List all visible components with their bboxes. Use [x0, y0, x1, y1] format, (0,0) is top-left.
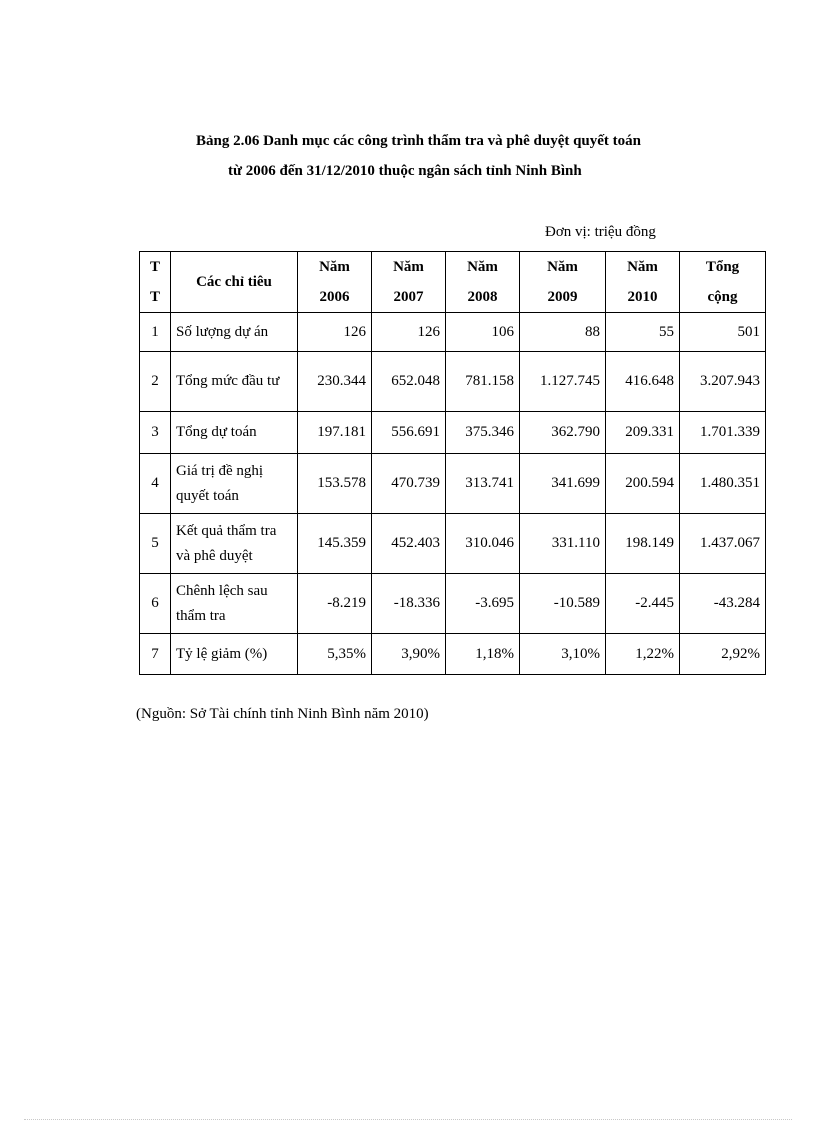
row-index: 6	[140, 574, 171, 634]
table-title-line-2: từ 2006 đến 31/12/2010 thuộc ngân sách tỉnh Ninh Bình	[228, 163, 582, 179]
row-label: Kết quả thẩm tra và phê duyệt	[171, 514, 298, 574]
cell-2006: 5,35%	[298, 634, 372, 675]
row-label: Tổng dự toán	[171, 412, 298, 454]
cell-total: 2,92%	[680, 634, 766, 675]
header-2010-line1: Năm	[627, 259, 658, 275]
header-tt-top: T	[149, 259, 160, 275]
header-2007-line2: 2007	[393, 289, 424, 305]
cell-total: 1.437.067	[680, 514, 766, 574]
unit-note: Đơn vị: triệu đồng	[545, 224, 656, 240]
cell-total: 3.207.943	[680, 352, 766, 412]
row-label: Tỷ lệ giảm (%)	[171, 634, 298, 675]
header-2006-line2: 2006	[319, 289, 350, 305]
page-bottom-divider	[24, 1119, 792, 1120]
header-2007-line1: Năm	[393, 259, 424, 275]
cell-2007: 3,90%	[372, 634, 446, 675]
header-2008	[446, 252, 520, 313]
header-2009	[520, 252, 606, 313]
row-index: 3	[140, 412, 171, 454]
cell-2008: -3.695	[446, 574, 520, 634]
cell-2008: 106	[446, 313, 520, 352]
table-row	[140, 412, 766, 454]
cell-2006: 153.578	[298, 454, 372, 514]
row-index: 7	[140, 634, 171, 675]
header-total-line2: cộng	[707, 289, 738, 305]
cell-2006: 126	[298, 313, 372, 352]
table-row	[140, 514, 766, 574]
header-2006	[298, 252, 372, 313]
row-label: Tổng mức đầu tư	[171, 352, 298, 412]
budget-settlement-table	[139, 251, 766, 675]
cell-2009: 362.790	[520, 412, 606, 454]
cell-total: 1.480.351	[680, 454, 766, 514]
header-criteria: Các chỉ tiêu	[171, 252, 298, 313]
header-2009-line2: 2009	[547, 289, 578, 305]
cell-2008: 781.158	[446, 352, 520, 412]
cell-2006: 145.359	[298, 514, 372, 574]
header-2006-line1: Năm	[319, 259, 350, 275]
cell-2006: 197.181	[298, 412, 372, 454]
header-2008-line2: 2008	[467, 289, 498, 305]
header-total	[680, 252, 766, 313]
cell-2010: -2.445	[606, 574, 680, 634]
cell-2009: 88	[520, 313, 606, 352]
table-row	[140, 454, 766, 514]
cell-2007: 556.691	[372, 412, 446, 454]
header-2008-line1: Năm	[467, 259, 498, 275]
header-2010-line2: 2010	[627, 289, 658, 305]
row-label: Chênh lệch sau thẩm tra	[171, 574, 298, 634]
row-index: 1	[140, 313, 171, 352]
table-row	[140, 634, 766, 675]
table-title-line-1: Bảng 2.06 Danh mục các công trình thẩm tra và phê duyệt quyết toán	[196, 133, 642, 149]
table-row	[140, 313, 766, 352]
cell-2007: 452.403	[372, 514, 446, 574]
cell-2009: 331.110	[520, 514, 606, 574]
cell-2009: 1.127.745	[520, 352, 606, 412]
row-label: Số lượng dự án	[171, 313, 298, 352]
cell-2009: -10.589	[520, 574, 606, 634]
cell-2010: 198.149	[606, 514, 680, 574]
row-index: 4	[140, 454, 171, 514]
row-index: 2	[140, 352, 171, 412]
cell-2010: 209.331	[606, 412, 680, 454]
cell-2008: 375.346	[446, 412, 520, 454]
cell-2008: 310.046	[446, 514, 520, 574]
cell-2010: 200.594	[606, 454, 680, 514]
cell-2007: 470.739	[372, 454, 446, 514]
header-2010	[606, 252, 680, 313]
header-total-line1: Tổng	[705, 259, 740, 275]
cell-2007: 652.048	[372, 352, 446, 412]
cell-2008: 313.741	[446, 454, 520, 514]
cell-2010: 1,22%	[606, 634, 680, 675]
cell-total: -43.284	[680, 574, 766, 634]
cell-2009: 341.699	[520, 454, 606, 514]
table-row	[140, 574, 766, 634]
cell-total: 501	[680, 313, 766, 352]
cell-2010: 55	[606, 313, 680, 352]
cell-2006: 230.344	[298, 352, 372, 412]
header-tt-bottom: T	[149, 289, 160, 305]
cell-2008: 1,18%	[446, 634, 520, 675]
table-row	[140, 352, 766, 412]
header-tt	[140, 252, 171, 313]
cell-2010: 416.648	[606, 352, 680, 412]
header-2007	[372, 252, 446, 313]
row-label: Giá trị đề nghị quyết toán	[171, 454, 298, 514]
header-row	[140, 252, 766, 313]
source-note: (Nguồn: Sở Tài chính tỉnh Ninh Bình năm 2010)	[136, 706, 429, 722]
header-2009-line1: Năm	[547, 259, 578, 275]
cell-2007: 126	[372, 313, 446, 352]
cell-2006: -8.219	[298, 574, 372, 634]
cell-2009: 3,10%	[520, 634, 606, 675]
cell-2007: -18.336	[372, 574, 446, 634]
cell-total: 1.701.339	[680, 412, 766, 454]
row-index: 5	[140, 514, 171, 574]
